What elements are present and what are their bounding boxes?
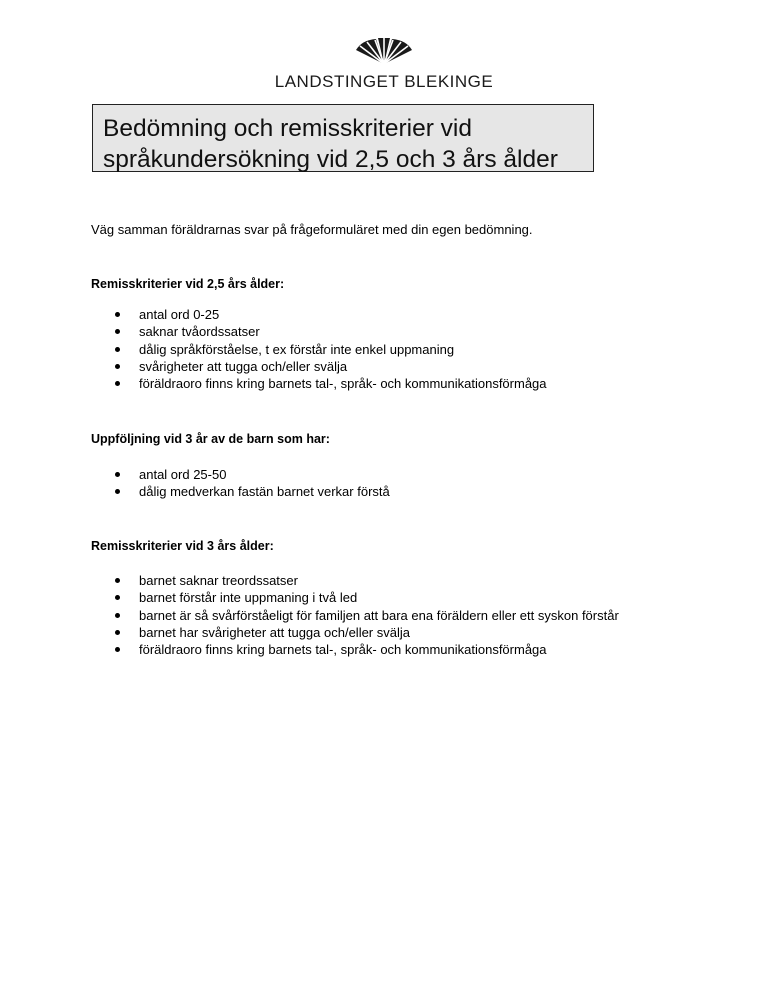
list-item: barnet är så svårförståeligt för familjen att bara ena föräldern eller ett syskon förstår [0,607,619,624]
list-item: saknar tvåordssatser [0,323,547,340]
list-item: föräldraoro finns kring barnets tal-, språk- och kommunikationsförmåga [0,375,547,392]
section-heading-remiss-2-5: Remisskriterier vid 2,5 års ålder: [91,277,285,291]
list-item: dålig medverkan fastän barnet verkar förstå [0,483,390,500]
section-heading-uppfoljning-3: Uppföljning vid 3 år av de barn som har: [91,432,330,446]
document-title-line-1: Bedömning och remisskriterier vid [103,115,472,142]
list-item: barnet har svårigheter att tugga och/eller svälja [0,624,619,641]
list-item: barnet saknar treordssatser [0,572,619,589]
intro-paragraph: Väg samman föräldrarnas svar på frågeformuläret med din egen bedömning. [91,222,533,237]
organization-logo [0,38,768,92]
list-item: svårigheter att tugga och/eller svälja [0,358,547,375]
list-item: dålig språkförståelse, t ex förstår inte enkel uppmaning [0,341,547,358]
organization-name: LANDSTINGET BLEKINGE [274,72,494,91]
fan-wing-logo-icon [354,38,414,66]
list-item: antal ord 0-25 [0,306,547,323]
section-heading-remiss-3: Remisskriterier vid 3 års ålder: [91,539,274,553]
document-title-box [92,104,594,172]
list-item: barnet förstår inte uppmaning i två led [0,589,619,606]
list-item: föräldraoro finns kring barnets tal-, språk- och kommunikationsförmåga [0,641,619,658]
document-title-line-2: språkundersökning vid 2,5 och 3 års ålder [103,146,558,173]
list-item: antal ord 25-50 [0,466,390,483]
list-uppfoljning-3 [0,466,390,501]
list-remiss-3 [0,572,619,658]
list-remiss-2-5 [0,306,547,392]
